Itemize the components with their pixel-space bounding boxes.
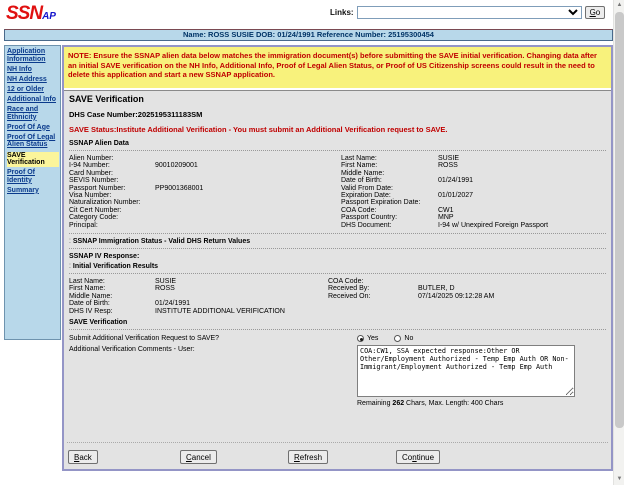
field-label: Received By: <box>328 285 370 293</box>
section-divider <box>69 150 606 151</box>
vertical-scrollbar[interactable] <box>613 0 624 485</box>
field-value: 01/24/1991 <box>438 177 474 185</box>
field-value: BUTLER, D <box>418 285 455 293</box>
field-row <box>341 185 606 192</box>
alien-data-grid <box>69 155 606 229</box>
field-value: SUSIE <box>155 278 177 286</box>
field-label: SEVIS Number: <box>69 177 119 185</box>
sidebar-item-proof-of-legal-alien-status[interactable]: Proof Of Legal Alien Status <box>7 133 56 149</box>
field-label: Middle Name: <box>341 169 385 177</box>
cancel-button[interactable]: Cancel <box>180 450 217 464</box>
sidebar-item-additional-info[interactable]: Additional Info <box>7 95 56 103</box>
field-row <box>69 222 341 229</box>
sidebar-item-nh-address[interactable]: NH Address <box>7 75 47 83</box>
save-status-value: Institute Additional Verification - You must submit an Additional Verification request to SAVE. <box>116 125 448 134</box>
field-row <box>69 278 328 285</box>
field-row <box>328 278 606 285</box>
scroll-down-icon[interactable]: ▼ <box>616 476 623 482</box>
field-row <box>341 192 606 199</box>
radio-no-label: No <box>404 335 414 343</box>
field-label: Expiration Date: <box>341 192 391 200</box>
field-row <box>341 170 606 177</box>
field-row <box>328 293 606 300</box>
field-label: Passport Country: <box>341 214 398 222</box>
sidebar-item-save-verification[interactable]: SAVE Verification <box>7 152 59 167</box>
logo-text-main: SSN <box>6 3 43 24</box>
field-value: 90010209001 <box>155 162 198 170</box>
immigration-status-section-label: ⁚ SSNAP Immigration Status - Valid DHS Return Values <box>69 238 251 246</box>
field-label: Visa Number: <box>69 192 112 200</box>
dhs-case-number-value: 2025195311183SM <box>137 110 203 119</box>
field-row <box>69 300 328 307</box>
field-value: SUSIE <box>438 155 460 162</box>
field-row <box>341 162 606 169</box>
ssnap-logo <box>6 3 56 25</box>
radio-yes-label: Yes <box>367 335 379 343</box>
field-row <box>69 155 341 162</box>
field-label: COA Code: <box>328 278 364 286</box>
section-divider <box>69 233 606 234</box>
links-label: Links: <box>330 8 354 17</box>
field-value: 01/24/1991 <box>155 300 191 308</box>
field-row <box>341 207 606 214</box>
footer-divider <box>67 442 608 443</box>
field-row <box>69 308 328 315</box>
submit-radio-group <box>357 334 413 343</box>
scrollbar-thumb[interactable] <box>615 12 624 428</box>
field-row <box>328 285 606 292</box>
comments-label: Additional Verification Comments - User: <box>69 346 195 354</box>
sidebar-item-application-information[interactable]: Application Information <box>7 48 46 63</box>
field-row <box>69 192 341 199</box>
field-value: 07/14/2025 09:12:28 AM <box>418 292 495 300</box>
save-status-line <box>69 125 606 134</box>
expander-icon[interactable]: ⁚ <box>69 239 71 246</box>
sidebar-item-nh-info[interactable]: NH Info <box>7 65 32 73</box>
field-row <box>69 214 341 221</box>
alien-data-section-label: SSNAP Alien Data <box>69 140 129 147</box>
refresh-button[interactable]: Refresh <box>288 450 328 464</box>
field-label: COA Code: <box>341 206 377 214</box>
field-label: Last Name: <box>69 278 105 286</box>
field-label: Category Code: <box>69 214 119 222</box>
save-status-label: SAVE Status: <box>69 125 117 134</box>
field-label: First Name: <box>341 162 378 170</box>
field-row <box>69 285 328 292</box>
expander-icon[interactable]: ⁚ <box>69 264 71 271</box>
remaining-count: 262 <box>392 400 405 408</box>
field-value: INSTITUTE ADDITIONAL VERIFICATION <box>155 307 285 315</box>
field-row <box>341 214 606 221</box>
additional-verification-comments-textarea[interactable] <box>357 345 575 397</box>
field-row <box>69 199 341 206</box>
field-row <box>69 177 341 184</box>
field-label: Cit Cert Number: <box>69 206 122 214</box>
sidebar-item-12-or-older[interactable]: 12 or Older <box>7 85 44 93</box>
field-label: DHS IV Resp: <box>69 307 113 315</box>
continue-button[interactable]: Continue <box>396 450 440 464</box>
submit-question-label: Submit Additional Verification Request to SAVE? <box>69 335 220 343</box>
field-label: Naturalization Number: <box>69 199 141 207</box>
field-label: First Name: <box>69 285 106 293</box>
field-label: Passport Number: <box>69 184 126 192</box>
field-row <box>69 185 341 192</box>
field-label: I-94 Number: <box>69 162 110 170</box>
radio-no[interactable] <box>394 335 401 342</box>
name-reference-bar: Name: ROSS SUSIE DOB: 01/24/1991 Reference Number: 25195300454 <box>4 29 613 41</box>
field-label: Middle Name: <box>69 292 113 300</box>
field-label: Passport Expiration Date: <box>341 199 421 207</box>
main-content <box>62 45 613 471</box>
go-button[interactable]: Go <box>585 6 606 19</box>
note-banner: NOTE: Ensure the SSNAP alien data below matches the immigration document(s) before submitting the SAVE initial verification. Changing data after an initial SAVE verification on the NH Info, Additional Info, Proof of Legal Alien Status, or Proof of US Citizenship screens could result in the need to delete this application and start a new SSNAP application. <box>64 47 611 88</box>
save-form <box>69 334 606 407</box>
field-value: ROSS <box>438 162 458 170</box>
field-label: Last Name: <box>341 155 377 162</box>
field-row <box>341 155 606 162</box>
radio-yes[interactable] <box>357 335 364 342</box>
field-row <box>341 199 606 206</box>
section-divider <box>69 273 606 274</box>
field-row <box>69 162 341 169</box>
field-label: Principal: <box>69 221 98 229</box>
section-divider <box>69 329 606 330</box>
field-label: Card Number: <box>69 169 113 177</box>
links-bar <box>330 6 605 19</box>
dhs-case-number-label: DHS Case Number: <box>69 110 138 119</box>
remaining-chars-text: Remaining 262 Chars, Max. Length: 400 Chars <box>357 400 504 408</box>
field-label: Received On: <box>328 292 371 300</box>
initial-results-section-label: ⁚ Initial Verification Results <box>69 263 159 271</box>
back-button[interactable]: Back <box>68 450 98 464</box>
field-value: 01/01/2027 <box>438 192 474 200</box>
field-label: Valid From Date: <box>341 184 393 192</box>
field-row <box>341 222 606 229</box>
field-value: I-94 w/ Unexpired Foreign Passport <box>438 221 549 229</box>
field-value: ROSS <box>155 285 175 293</box>
scroll-up-icon[interactable]: ▲ <box>616 2 623 8</box>
field-label: DHS Document: <box>341 221 392 229</box>
field-label: Date of Birth: <box>341 177 382 185</box>
sidebar-item-proof-of-identity[interactable]: Proof Of Identity <box>7 169 35 184</box>
field-row <box>69 170 341 177</box>
logo-text-sub: AP <box>42 11 56 22</box>
field-value: MNP <box>438 214 454 222</box>
field-row <box>69 293 328 300</box>
save-verification-panel <box>64 90 611 469</box>
links-select[interactable] <box>357 6 582 19</box>
sidebar-nav <box>4 45 61 340</box>
sidebar-item-summary[interactable]: Summary <box>7 186 39 194</box>
sidebar-item-race-and-ethnicity[interactable]: Race and Ethnicity <box>7 106 39 121</box>
field-row <box>69 207 341 214</box>
field-value: CW1 <box>438 206 454 214</box>
footer-button-bar <box>64 450 611 464</box>
page-title: SAVE Verification <box>69 94 144 104</box>
save-verification-section-label: SAVE Verification <box>69 319 128 327</box>
field-label: Date of Birth: <box>69 300 110 308</box>
iv-response-label: SSNAP IV Response: <box>69 253 140 261</box>
field-value: PP9001368001 <box>155 184 204 192</box>
field-row <box>341 177 606 184</box>
section-divider <box>69 248 606 249</box>
field-label: Alien Number: <box>69 155 114 162</box>
dhs-case-number-line <box>69 110 606 119</box>
sidebar-item-proof-of-age[interactable]: Proof Of Age <box>7 123 50 131</box>
initial-results-grid <box>69 278 606 315</box>
